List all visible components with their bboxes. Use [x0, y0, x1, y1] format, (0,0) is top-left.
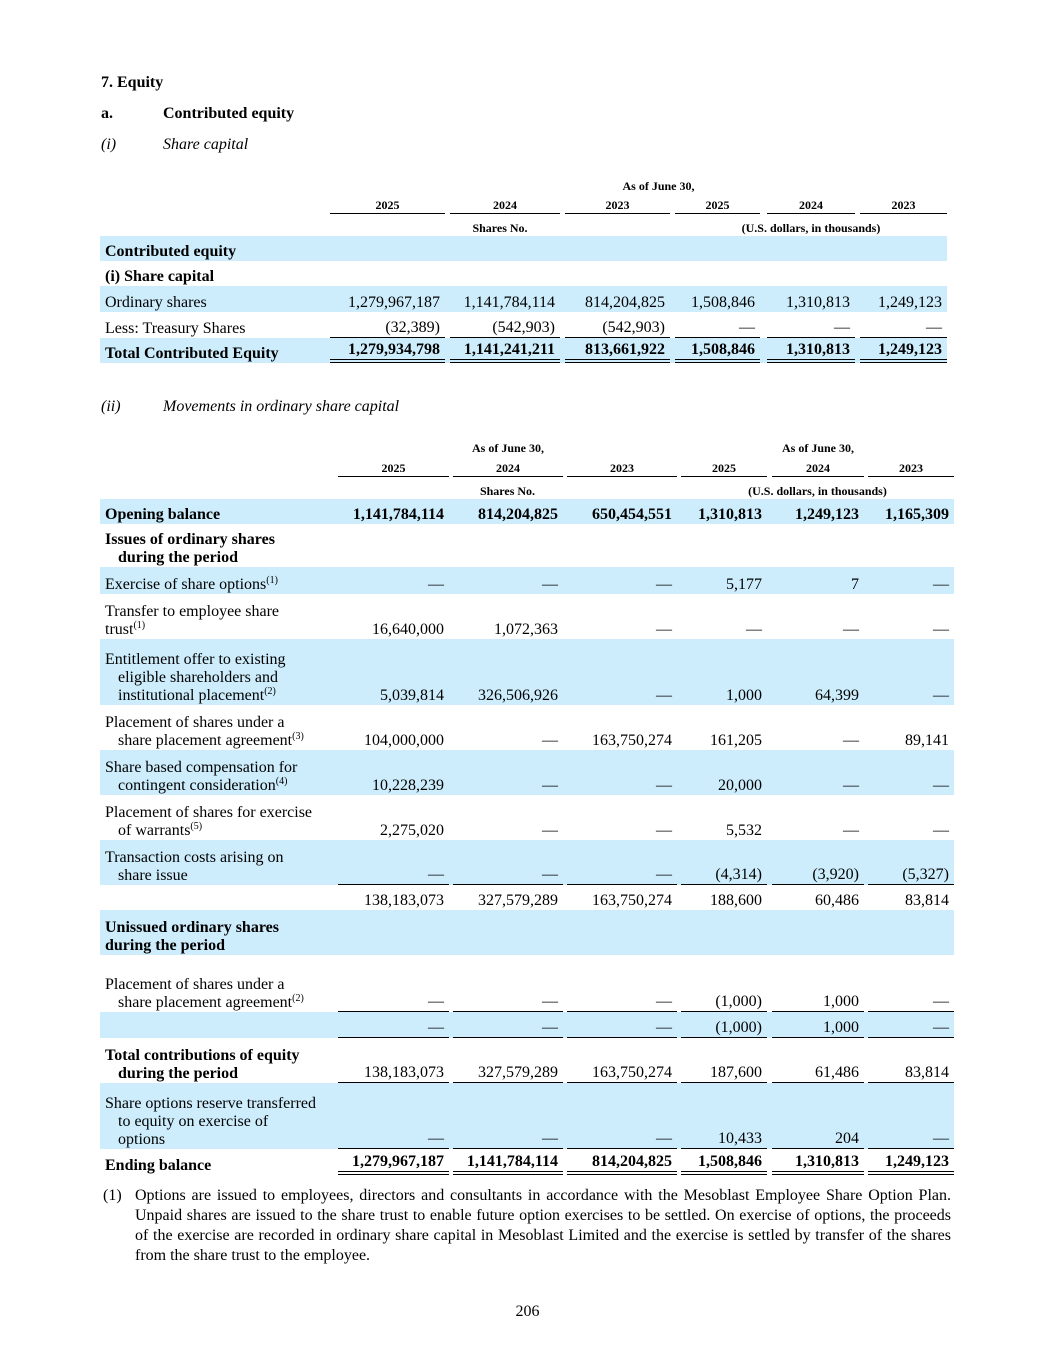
table-row-subtotal	[100, 1012, 954, 1038]
cell: 1,310,813	[681, 499, 767, 524]
cell: 7	[772, 567, 864, 594]
cell: —	[567, 750, 677, 795]
cell: 1,249,123	[868, 1149, 954, 1175]
cell: 1,279,934,798	[330, 338, 445, 363]
subsection-title: Share capital	[163, 136, 249, 153]
row-label: Share based compensation for contingent consideration$^{(4)}$	[100, 750, 338, 795]
column-header-year: 2025	[330, 194, 445, 214]
unit-label-shares: Shares No.	[472, 221, 528, 235]
cell: 1,141,784,114	[338, 499, 449, 524]
cell: —	[542, 822, 558, 839]
cell: 1,310,813	[767, 338, 855, 363]
row-label: Placement of shares under a share placement agreement$^{(2)}$	[105, 976, 304, 1011]
cell: —	[656, 621, 672, 638]
column-header-year: 2024	[453, 456, 563, 477]
cell: (32,389)	[330, 312, 445, 338]
row-label: Transfer to employee share trust$^{(1)}$	[105, 603, 280, 638]
table-row	[100, 312, 947, 338]
table-row	[100, 1038, 954, 1083]
table-row	[100, 795, 954, 840]
cell: —	[453, 750, 563, 795]
table-row	[100, 499, 954, 524]
cell: —	[453, 955, 563, 1012]
cell: —	[843, 621, 859, 638]
cell: (1,000)	[681, 955, 767, 1012]
subsection-number: (i)	[101, 136, 117, 153]
cell: 163,750,274	[592, 732, 672, 749]
row-label: Contributed equity	[100, 236, 330, 261]
table-row	[100, 286, 947, 312]
footnote	[103, 1186, 951, 1266]
cell: —	[453, 1083, 563, 1149]
group-header-usd: As of June 30,	[781, 441, 854, 455]
cell: —	[453, 840, 563, 885]
cell: 2,275,020	[380, 822, 444, 839]
cell: —	[338, 567, 449, 594]
cell: —	[746, 621, 762, 638]
row-label: Opening balance	[100, 499, 338, 524]
cell: 1,279,967,187	[338, 1149, 449, 1175]
cell: 327,579,289	[478, 892, 558, 909]
cell: 1,508,846	[675, 286, 760, 312]
cell: 650,454,551	[567, 499, 677, 524]
share-capital-table	[100, 172, 947, 363]
table-row	[100, 750, 954, 795]
table-row-total	[100, 338, 947, 363]
cell: (1,000)	[681, 1012, 767, 1038]
cell: —	[860, 312, 947, 338]
cell: 5,532	[726, 822, 762, 839]
cell: 5,177	[681, 567, 767, 594]
column-header-year: 2023	[868, 456, 954, 477]
cell: 138,183,073	[338, 1038, 449, 1083]
cell: —	[567, 1083, 677, 1149]
cell: —	[868, 1083, 954, 1149]
cell: 60,486	[815, 892, 859, 909]
column-header-year: 2024	[450, 194, 560, 214]
cell: —	[567, 639, 677, 705]
cell: 814,204,825	[453, 499, 563, 524]
cell: —	[453, 567, 563, 594]
footnote-text: Options are issued to employees, directors and consultants in accordance with the Mesoblast Employee Share Option Plan. Unpaid shares are issued to the share trust to enable future option exercises to be settled. On exercise of options, the proceeds of the exercise are recorded in ordinary share capital in Mesoblast Limited and the exercise is settled by transfer of the shares from the share trust to the employee.	[135, 1187, 951, 1264]
cell: 1,165,309	[868, 499, 954, 524]
column-header-year: 2023	[565, 194, 670, 214]
cell: 1,000	[681, 639, 767, 705]
column-header-year: 2024	[767, 194, 855, 214]
table-row	[100, 236, 947, 261]
cell: —	[933, 822, 949, 839]
column-header-year: 2024	[772, 456, 864, 477]
row-label: Unissued ordinary shares during the period	[100, 910, 338, 955]
table-row	[100, 705, 954, 750]
cell: (3,920)	[772, 840, 864, 885]
unit-label-usd: (U.S. dollars, in thousands)	[748, 484, 887, 498]
cell: —	[453, 1012, 563, 1038]
group-header: As of June 30,	[622, 179, 695, 193]
cell: 61,486	[772, 1038, 864, 1083]
cell: —	[338, 1012, 449, 1038]
cell: 1,141,241,211	[450, 338, 560, 363]
cell: 814,204,825	[565, 286, 670, 312]
cell: —	[567, 840, 677, 885]
cell: —	[843, 732, 859, 749]
row-label: Placement of shares for exercise of warrants$^{(5)}$	[105, 804, 313, 839]
cell: —	[868, 567, 954, 594]
cell: 163,750,274	[567, 1038, 677, 1083]
cell: 163,750,274	[592, 892, 672, 909]
cell: 327,579,289	[453, 1038, 563, 1083]
cell: —	[675, 312, 760, 338]
cell: —	[843, 822, 859, 839]
cell: —	[338, 840, 449, 885]
cell: 1,508,846	[675, 338, 760, 363]
table-row	[100, 840, 954, 885]
table-row	[100, 261, 947, 286]
cell: —	[567, 1012, 677, 1038]
page-number: 206	[515, 1303, 540, 1320]
cell: 188,600	[710, 892, 762, 909]
cell: —	[567, 567, 677, 594]
cell: 83,814	[868, 1038, 954, 1083]
cell: —	[656, 822, 672, 839]
cell: —	[933, 621, 949, 638]
subsection-heading-i	[101, 136, 248, 154]
cell: 1,141,784,114	[450, 286, 560, 312]
cell: 104,000,000	[364, 732, 444, 749]
cell: 1,310,813	[767, 286, 855, 312]
table-row	[100, 955, 954, 1012]
cell: 138,183,073	[364, 892, 444, 909]
cell: 83,814	[905, 892, 949, 909]
row-label: Less: Treasury Shares	[105, 320, 246, 337]
unit-label-usd: (U.S. dollars, in thousands)	[741, 221, 881, 235]
table-row-section	[100, 524, 954, 567]
row-label: Entitlement offer to existing eligible shareholders and institutional placement$^{(2)}$	[100, 639, 338, 705]
subsection-number: (ii)	[101, 398, 121, 415]
row-label: Issues of ordinary shares during the period	[105, 531, 275, 566]
table-row-section	[100, 910, 954, 955]
cell: 1,072,363	[494, 621, 558, 638]
column-header-year: 2025	[681, 456, 767, 477]
row-label: Transaction costs arising on share issue	[100, 840, 338, 885]
cell: (4,314)	[681, 840, 767, 885]
cell: 204	[772, 1083, 864, 1149]
row-label: Total contributions of equity during the period	[105, 1047, 300, 1082]
cell: 1,000	[772, 1012, 864, 1038]
cell: 1,310,813	[772, 1149, 864, 1175]
footnote-marker: (1)	[103, 1187, 122, 1204]
row-label: (i) Share capital	[105, 268, 215, 285]
cell: —	[868, 955, 954, 1012]
table-row	[100, 567, 954, 594]
cell: 10,228,239	[338, 750, 449, 795]
cell: (542,903)	[565, 312, 670, 338]
share-capital-movements-table	[100, 434, 954, 1175]
row-label: Exercise of share options$^{(1)}$	[100, 567, 338, 594]
subsection-title: Movements in ordinary share capital	[163, 398, 400, 415]
row-label: Total Contributed Equity	[100, 338, 330, 363]
row-label	[100, 1012, 338, 1038]
cell: 1,508,846	[681, 1149, 767, 1175]
cell: 20,000	[681, 750, 767, 795]
cell: 1,141,784,114	[453, 1149, 563, 1175]
cell: (5,327)	[868, 840, 954, 885]
subsection-heading-a	[101, 105, 294, 123]
cell: 187,600	[681, 1038, 767, 1083]
subsection-title: Contributed equity	[163, 105, 295, 122]
cell: 326,506,926	[453, 639, 563, 705]
column-header-year: 2023	[567, 456, 677, 477]
row-label: Placement of shares under a share placement agreement$^{(3)}$	[105, 714, 304, 749]
cell: —	[868, 750, 954, 795]
subsection-number: a.	[101, 105, 113, 122]
cell: —	[542, 732, 558, 749]
row-label: Share options reserve transferred to equity on exercise of options	[100, 1083, 338, 1149]
table-row-total	[100, 1149, 954, 1175]
cell: 1,249,123	[860, 338, 947, 363]
cell: —	[772, 750, 864, 795]
subsection-heading-ii	[101, 398, 399, 416]
cell: —	[868, 639, 954, 705]
row-label: Ordinary shares	[100, 286, 330, 312]
cell: 5,039,814	[338, 639, 449, 705]
unit-label-shares: Shares No.	[479, 484, 536, 498]
row-label: Ending balance	[105, 1157, 212, 1174]
table-row-subtotal	[100, 885, 954, 910]
cell: —	[338, 955, 449, 1012]
group-header-shares: As of June 30,	[471, 441, 544, 455]
column-header-year: 2023	[860, 194, 947, 214]
cell: 1,249,123	[860, 286, 947, 312]
cell: 1,249,123	[772, 499, 864, 524]
cell: —	[868, 1012, 954, 1038]
table-row	[100, 1083, 954, 1149]
cell: 64,399	[772, 639, 864, 705]
cell: —	[338, 1083, 449, 1149]
cell: 16,640,000	[372, 621, 444, 638]
cell: 813,661,922	[565, 338, 670, 363]
table-row	[100, 639, 954, 705]
cell: 10,433	[681, 1083, 767, 1149]
column-header-year: 2025	[675, 194, 760, 214]
cell: —	[767, 312, 855, 338]
cell: (542,903)	[450, 312, 560, 338]
cell: 89,141	[905, 732, 949, 749]
cell: 161,205	[710, 732, 762, 749]
cell: —	[567, 955, 677, 1012]
cell: 1,000	[772, 955, 864, 1012]
table-row	[100, 594, 954, 639]
cell: 1,279,967,187	[330, 286, 445, 312]
cell: 814,204,825	[567, 1149, 677, 1175]
column-header-year: 2025	[338, 456, 449, 477]
row-label	[100, 885, 338, 910]
section-heading: 7. Equity	[101, 74, 164, 91]
